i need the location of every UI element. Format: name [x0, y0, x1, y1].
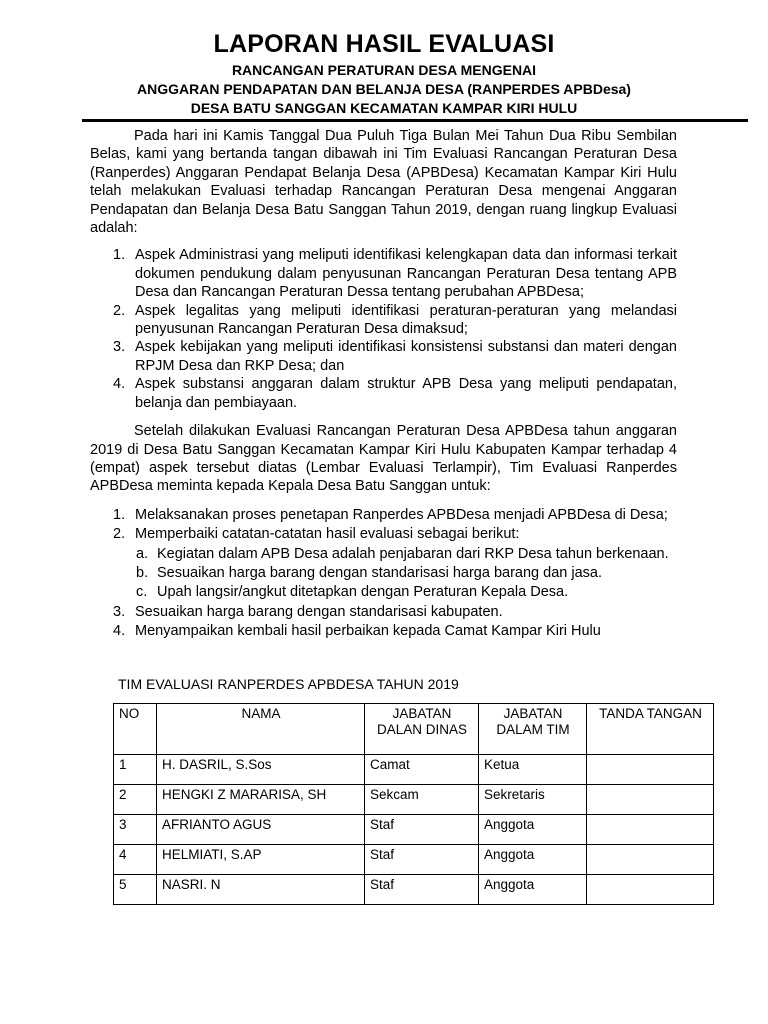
report-subtitle-1: RANCANGAN PERATURAN DESA MENGENAI	[231, 62, 537, 78]
header-jabatan-dinas: JABATAN DALAN DINAS	[365, 704, 479, 755]
request-item: 1. Melaksanakan proses penetapan Ranperdes APBDesa menjadi APBDesa di Desa;	[113, 506, 668, 523]
table-row	[114, 785, 714, 815]
table-row	[114, 815, 714, 845]
intro-paragraph: Pada hari ini Kamis Tanggal Dua Puluh Tiga Bulan Mei Tahun Dua Ribu Sembilan Belas, kami yang bertanda tangan dibawah ini Tim Evaluasi Rancangan Peraturan Desa (Ranperdes) Anggaran Pendapat Belanja Desa (APBDesa) Kecamatan Kampar Kiri Hulu telah melakukan Evaluasi terhadap Rancangan Peraturan Desa mengenai Anggaran Pendapatan dan Belanja Desa Batu Sanggan Tahun 2019, dengan ruang lingkup Evaluasi adalah:	[90, 128, 677, 237]
header-divider	[82, 119, 748, 122]
aspect-item: 1. Aspek Administrasi yang meliputi identifikasi kelengkapan data dan informasi terkait dokumen pendukung dalam penyusunan Rancangan Peraturan Desa tentang APB Desa dan Rancangan Peraturan Dessa tentang perubahan APBDesa;	[113, 247, 677, 301]
team-table	[113, 703, 714, 905]
cell-no: 4	[114, 845, 157, 875]
cell-signature	[587, 875, 714, 905]
cell-no: 1	[114, 755, 157, 785]
cell-dinas: Staf	[365, 845, 479, 875]
report-title: LAPORAN HASIL EVALUASI	[213, 30, 555, 58]
header-jabatan-tim: JABATAN DALAM TIM	[479, 704, 587, 755]
request-subitem: a. Kegiatan dalam APB Desa adalah penjabaran dari RKP Desa tahun berkenaan.	[136, 545, 669, 562]
team-title: TIM EVALUASI RANPERDES APBDESA TAHUN 2019	[118, 676, 459, 692]
cell-tim: Anggota	[479, 815, 587, 845]
request-item: 2. Memperbaiki catatan-catatan hasil evaluasi sebagai berikut: a. Kegiatan dalam APB Desa adalah penjabaran dari RKP Desa tahun berkenaan. b. Sesuaikan harga barang dengan standarisasi harga barang dan jasa. c. Upah langsir/angkut ditetapkan dengan Peraturan Kepala Desa.	[90, 525, 677, 603]
cell-signature	[587, 845, 714, 875]
header-nama: NAMA	[157, 704, 365, 755]
cell-signature	[587, 785, 714, 815]
cell-tim: Anggota	[479, 845, 587, 875]
cell-tim: Ketua	[479, 755, 587, 785]
cell-dinas: Camat	[365, 755, 479, 785]
request-subitem: b. Sesuaikan harga barang dengan standarisasi harga barang dan jasa.	[136, 564, 602, 581]
aspect-item: 2. Aspek legalitas yang meliputi identifikasi peraturan-peraturan yang melandasi penyusunan Rancangan Peraturan Desa dimaksud;	[113, 302, 677, 338]
table-row	[114, 755, 714, 785]
aspect-item: 4. Aspek substansi anggaran dalam struktur APB Desa yang meliputi pendapatan, belanja dan pembiayaan.	[113, 376, 677, 411]
header-no: NO	[114, 704, 157, 755]
table-row	[114, 875, 714, 905]
cell-nama: HENGKI Z MARARISA, SH	[157, 785, 365, 815]
cell-nama: HELMIATI, S.AP	[157, 845, 365, 875]
aspect-item: 3. Aspek kebijakan yang meliputi identifikasi konsistensi substansi dan materi dengan RPJM Desa dan RKP Desa; dan	[113, 339, 677, 374]
report-body	[90, 127, 677, 642]
aspect-list	[90, 246, 677, 412]
cell-nama: AFRIANTO AGUS	[157, 815, 365, 845]
cell-dinas: Staf	[365, 875, 479, 905]
cell-dinas: Sekcam	[365, 785, 479, 815]
cell-signature	[587, 815, 714, 845]
header-tanda-tangan: TANDA TANGAN	[587, 704, 714, 755]
cell-tim: Sekretaris	[479, 785, 587, 815]
table-row	[114, 845, 714, 875]
cell-nama: NASRI. N	[157, 875, 365, 905]
conclusion-paragraph: Setelah dilakukan Evaluasi Rancangan Peraturan Desa APBDesa tahun anggaran 2019 di Desa Batu Sanggan Kecamatan Kampar Kiri Hulu Kabupaten Kampar terhadap 4 (empat) aspek tersebut diatas (Lembar Evaluasi Terlampir), Tim Evaluasi Ranperdes APBDesa meminta kepada Kepala Desa Batu Sanggan untuk:	[90, 423, 677, 495]
report-subtitle-2: ANGGARAN PENDAPATAN DAN BELANJA DESA (RANPERDES APBDesa)	[137, 81, 631, 97]
request-item: 3. Sesuaikan harga barang dengan standarisasi kabupaten.	[113, 603, 503, 620]
report-subtitle-3: DESA BATU SANGGAN KECAMATAN KAMPAR KIRI HULU	[190, 100, 578, 116]
request-list	[90, 506, 677, 642]
request-sublist	[135, 545, 677, 603]
cell-signature	[587, 755, 714, 785]
table-header-row	[114, 704, 714, 755]
cell-tim: Anggota	[479, 875, 587, 905]
cell-nama: H. DASRIL, S.Sos	[157, 755, 365, 785]
cell-dinas: Staf	[365, 815, 479, 845]
request-subitem: c. Upah langsir/angkut ditetapkan dengan Peraturan Kepala Desa.	[136, 584, 569, 601]
request-item: 4. Menyampaikan kembali hasil perbaikan kepada Camat Kampar Kiri Hulu	[113, 623, 601, 640]
cell-no: 5	[114, 875, 157, 905]
cell-no: 2	[114, 785, 157, 815]
cell-no: 3	[114, 815, 157, 845]
